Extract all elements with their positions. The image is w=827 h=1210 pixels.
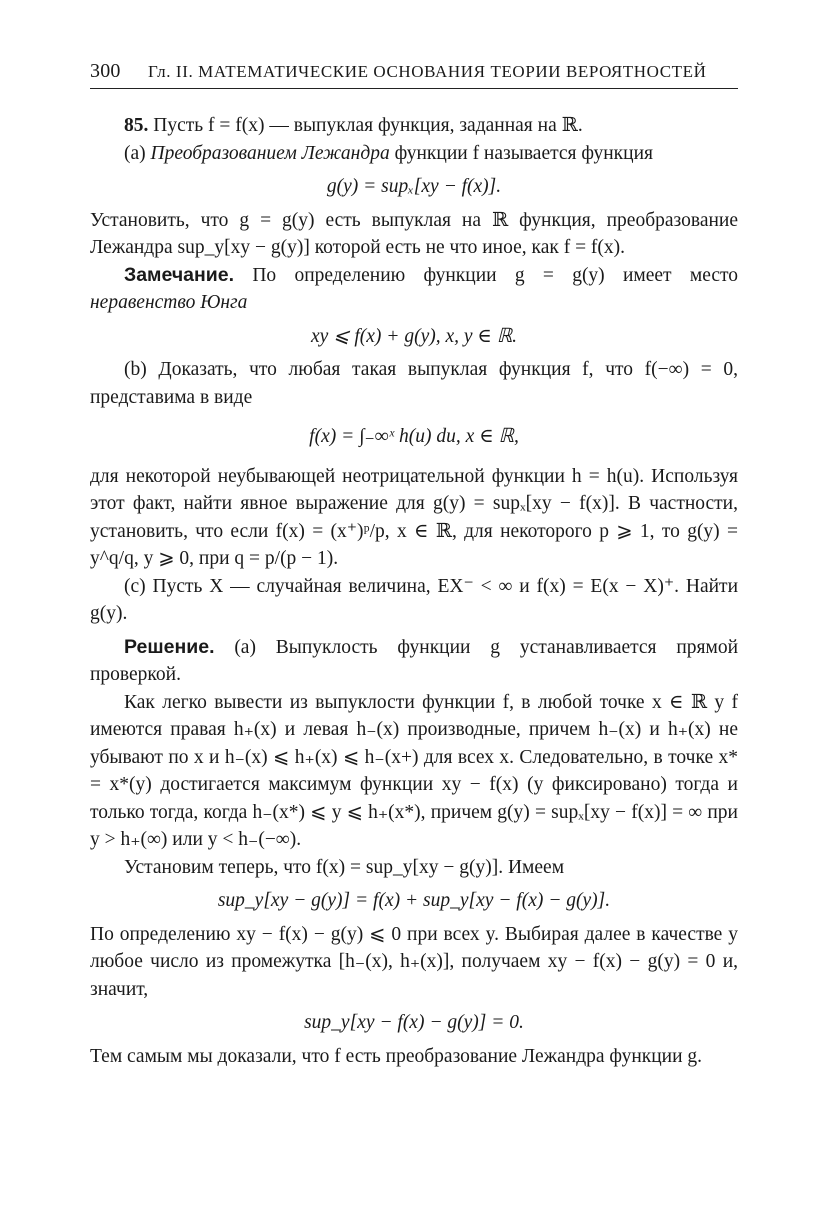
- page-number: 300: [90, 60, 121, 82]
- solution-text-3: Установим теперь, что f(x) = sup_y[xy − g(y)]. Имеем: [124, 856, 565, 878]
- part-c: (c) Пусть X — случайная величина, EX⁻ < ∞ и f(x) = E(x − X)⁺. Найти g(y).: [90, 575, 738, 624]
- part-a: [90, 140, 738, 168]
- problem-text-1: Установить, что g = g(y) есть выпуклая на ℝ функция, преобразование Лежандра sup_y[xy − g(y)] которой есть не что иное, как f = f(x).: [90, 209, 738, 258]
- part-a-term: Преобразованием Лежандра: [150, 142, 390, 164]
- problem-intro-text: Пусть f = f(x) — выпуклая функция, заданная на ℝ.: [153, 115, 583, 136]
- remark-text: По определению функции g = g(y) имеет место: [252, 264, 739, 286]
- page-body: [90, 112, 738, 1070]
- formula-sup: sup_y[xy − g(y)] = f(x) + sup_y[xy − f(x) − g(y)].: [217, 890, 611, 911]
- problem-number: 85.: [124, 115, 149, 136]
- running-head-title: Гл. II. МАТЕМАТИЧЕСКИЕ ОСНОВАНИЯ ТЕОРИИ ВЕРОЯТНОСТЕЙ: [148, 62, 707, 81]
- remark: [90, 262, 738, 317]
- formula-integral: f(x) = ∫₋∞ˣ h(u) du, x ∈ ℝ,: [309, 426, 519, 447]
- solution-text-1: (a) Выпуклость функции g устанавливается прямой проверкой.: [90, 636, 738, 685]
- part-a-text: функции f называется функция: [394, 142, 654, 164]
- part-b: (b) Доказать, что любая такая выпуклая функция f, что f(−∞) = 0, представима в виде: [90, 359, 738, 408]
- solution-label: Решение.: [124, 635, 215, 658]
- formula-young: xy ⩽ f(x) + g(y), x, y ∈ ℝ.: [310, 325, 518, 347]
- solution-text-2: Как легко вывести из выпуклости функции f, в любой точке x ∈ ℝ у f имеются правая h₊(x) и левая h₋(x) производные, причем h₋(x) и h₊(x) не убывают по x и h₋(x) ⩽ h₊(x) ⩽ h₋(x+) для всех x. Следовательно, в точке x* = x*(y) достигается максимум функции xy − f(x) (y фиксировано) тогда и только тогда, когда h₋(x*) ⩽ y ⩽ h₊(x*), причем g(y) = supₓ[xy − f(x)] = ∞ при y > h₊(∞) или y < h₋(−∞).: [90, 691, 738, 850]
- solution-text-4: По определению xy − f(x) − g(y) ⩽ 0 при всех y. Выбирая далее в качестве y любое число из промежутка [h₋(x), h₊(x)], получаем xy − f(x) − g(y) = 0 и, значит,: [90, 923, 738, 1000]
- problem-text-2: для некоторой неубывающей неотрицательной функции h = h(u). Используя этот факт, найти явное выражение для g(y) = supₓ[xy − f(x)]. В частности, установить, что если f(x) = (x⁺)ᵖ/p, x ∈ ℝ, для некоторого p ⩾ 1, то g(y) = y^q/q, y ⩾ 0, при q = p/(p − 1).: [90, 465, 738, 569]
- part-a-label: (a): [124, 142, 146, 164]
- formula-legendre: g(y) = supₓ[xy − f(x)].: [326, 176, 502, 197]
- running-header: [90, 58, 738, 89]
- solution-start: [90, 634, 738, 689]
- formula-sup-zero: sup_y[xy − f(x) − g(y)] = 0.: [304, 1012, 524, 1033]
- solution-text-5: Тем самым мы доказали, что f есть преобразование Лежандра функции g.: [90, 1045, 703, 1067]
- problem-intro: [90, 112, 738, 140]
- remark-label: Замечание.: [124, 263, 235, 286]
- remark-term: неравенство Юнга: [90, 292, 248, 313]
